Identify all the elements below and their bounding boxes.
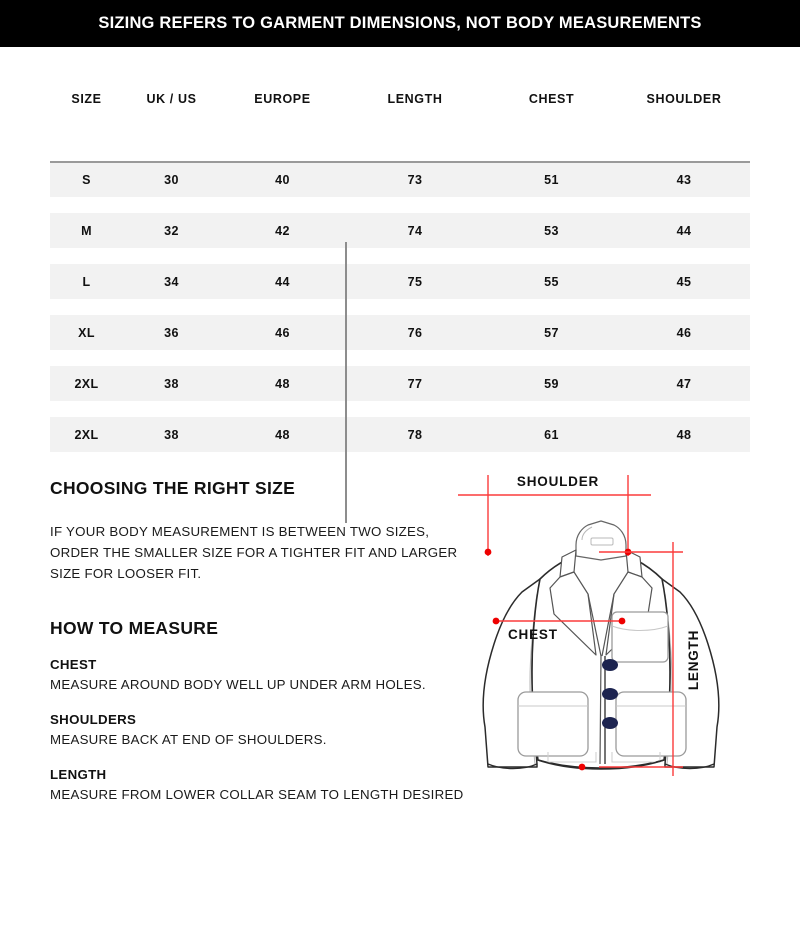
table-column-divider — [345, 242, 347, 523]
cell-uk-us: 30 — [123, 162, 220, 197]
cell-length: 75 — [345, 264, 485, 299]
cell-length: 73 — [345, 162, 485, 197]
cell-length: 78 — [345, 417, 485, 452]
cell-shoulder: 43 — [618, 162, 750, 197]
cell-europe: 42 — [220, 213, 345, 248]
size-chart-table — [50, 47, 750, 452]
marker-dot-hem — [579, 764, 586, 771]
cell-europe: 46 — [220, 315, 345, 350]
measure-desc-chest: MEASURE AROUND BODY WELL UP UNDER ARM HOLES. — [50, 677, 426, 692]
jacket-measurement-diagram — [436, 464, 766, 794]
dimension-label-shoulder: SHOULDER — [516, 474, 600, 489]
measure-desc-length: MEASURE FROM LOWER COLLAR SEAM TO LENGTH DESIRED — [50, 787, 464, 802]
table-row — [50, 264, 750, 299]
table-header — [50, 47, 750, 162]
row-spacer — [50, 248, 750, 264]
cell-size: 2XL — [50, 417, 123, 452]
measure-desc-shoulders: MEASURE BACK AT END OF SHOULDERS. — [50, 732, 327, 747]
dimension-label-chest: CHEST — [508, 627, 558, 642]
size-chart-section — [0, 47, 800, 452]
measure-item-shoulders — [50, 712, 470, 750]
table-body — [50, 162, 750, 452]
cell-uk-us: 38 — [123, 417, 220, 452]
column-header-chest: CHEST — [485, 47, 618, 162]
cell-size: XL — [50, 315, 123, 350]
cell-uk-us: 32 — [123, 213, 220, 248]
cell-shoulder: 44 — [618, 213, 750, 248]
cell-size: 2XL — [50, 366, 123, 401]
dimension-label-length: LENGTH — [686, 629, 701, 691]
page-title: SIZING REFERS TO GARMENT DIMENSIONS, NOT BODY MEASUREMENTS — [98, 14, 702, 32]
column-header-size: SIZE — [50, 47, 123, 162]
cell-shoulder: 48 — [618, 417, 750, 452]
column-header-uk-us: UK / US — [123, 47, 220, 162]
table-row — [50, 162, 750, 197]
table-row — [50, 315, 750, 350]
column-header-europe: EUROPE — [220, 47, 345, 162]
cell-shoulder: 47 — [618, 366, 750, 401]
how-to-measure-heading: HOW TO MEASURE — [50, 618, 219, 638]
cell-europe: 48 — [220, 417, 345, 452]
page-header-bar — [0, 0, 800, 47]
cell-uk-us: 38 — [123, 366, 220, 401]
cell-length: 76 — [345, 315, 485, 350]
cell-size: L — [50, 264, 123, 299]
choosing-size-heading: CHOOSING THE RIGHT SIZE — [50, 478, 296, 498]
measure-term-length: LENGTH — [50, 767, 107, 782]
cell-length: 74 — [345, 213, 485, 248]
row-spacer — [50, 197, 750, 213]
table-row — [50, 366, 750, 401]
cell-length: 77 — [345, 366, 485, 401]
guidance-section — [0, 452, 800, 822]
garment-diagram-column — [470, 474, 776, 822]
cell-chest: 61 — [485, 417, 618, 452]
cell-chest: 57 — [485, 315, 618, 350]
measure-term-chest: CHEST — [50, 657, 97, 672]
cell-europe: 48 — [220, 366, 345, 401]
cell-shoulder: 45 — [618, 264, 750, 299]
marker-dot-chest-left — [493, 618, 500, 625]
marker-dot-shoulder-left — [485, 549, 492, 556]
cell-chest: 55 — [485, 264, 618, 299]
table-row — [50, 213, 750, 248]
cell-chest: 59 — [485, 366, 618, 401]
guidance-text-column — [50, 478, 470, 822]
cell-europe: 44 — [220, 264, 345, 299]
measure-term-shoulders: SHOULDERS — [50, 712, 137, 727]
marker-dot-chest-right — [619, 618, 626, 625]
row-spacer — [50, 350, 750, 366]
row-spacer — [50, 401, 750, 417]
table-row — [50, 417, 750, 452]
row-spacer — [50, 299, 750, 315]
cell-uk-us: 34 — [123, 264, 220, 299]
measure-item-chest — [50, 657, 470, 695]
cell-chest: 51 — [485, 162, 618, 197]
table-header-row — [50, 47, 750, 162]
cell-size: S — [50, 162, 123, 197]
cell-chest: 53 — [485, 213, 618, 248]
jacket-illustration — [483, 521, 719, 769]
cell-europe: 40 — [220, 162, 345, 197]
column-header-shoulder: SHOULDER — [618, 47, 750, 162]
measure-item-length — [50, 767, 470, 805]
cell-uk-us: 36 — [123, 315, 220, 350]
cell-shoulder: 46 — [618, 315, 750, 350]
column-header-length: LENGTH — [345, 47, 485, 162]
cell-size: M — [50, 213, 123, 248]
choosing-size-body: IF YOUR BODY MEASUREMENT IS BETWEEN TWO SIZES, ORDER THE SMALLER SIZE FOR A TIGHTER FIT AND LARGER SIZE FOR LOOSER FIT. — [50, 524, 458, 581]
